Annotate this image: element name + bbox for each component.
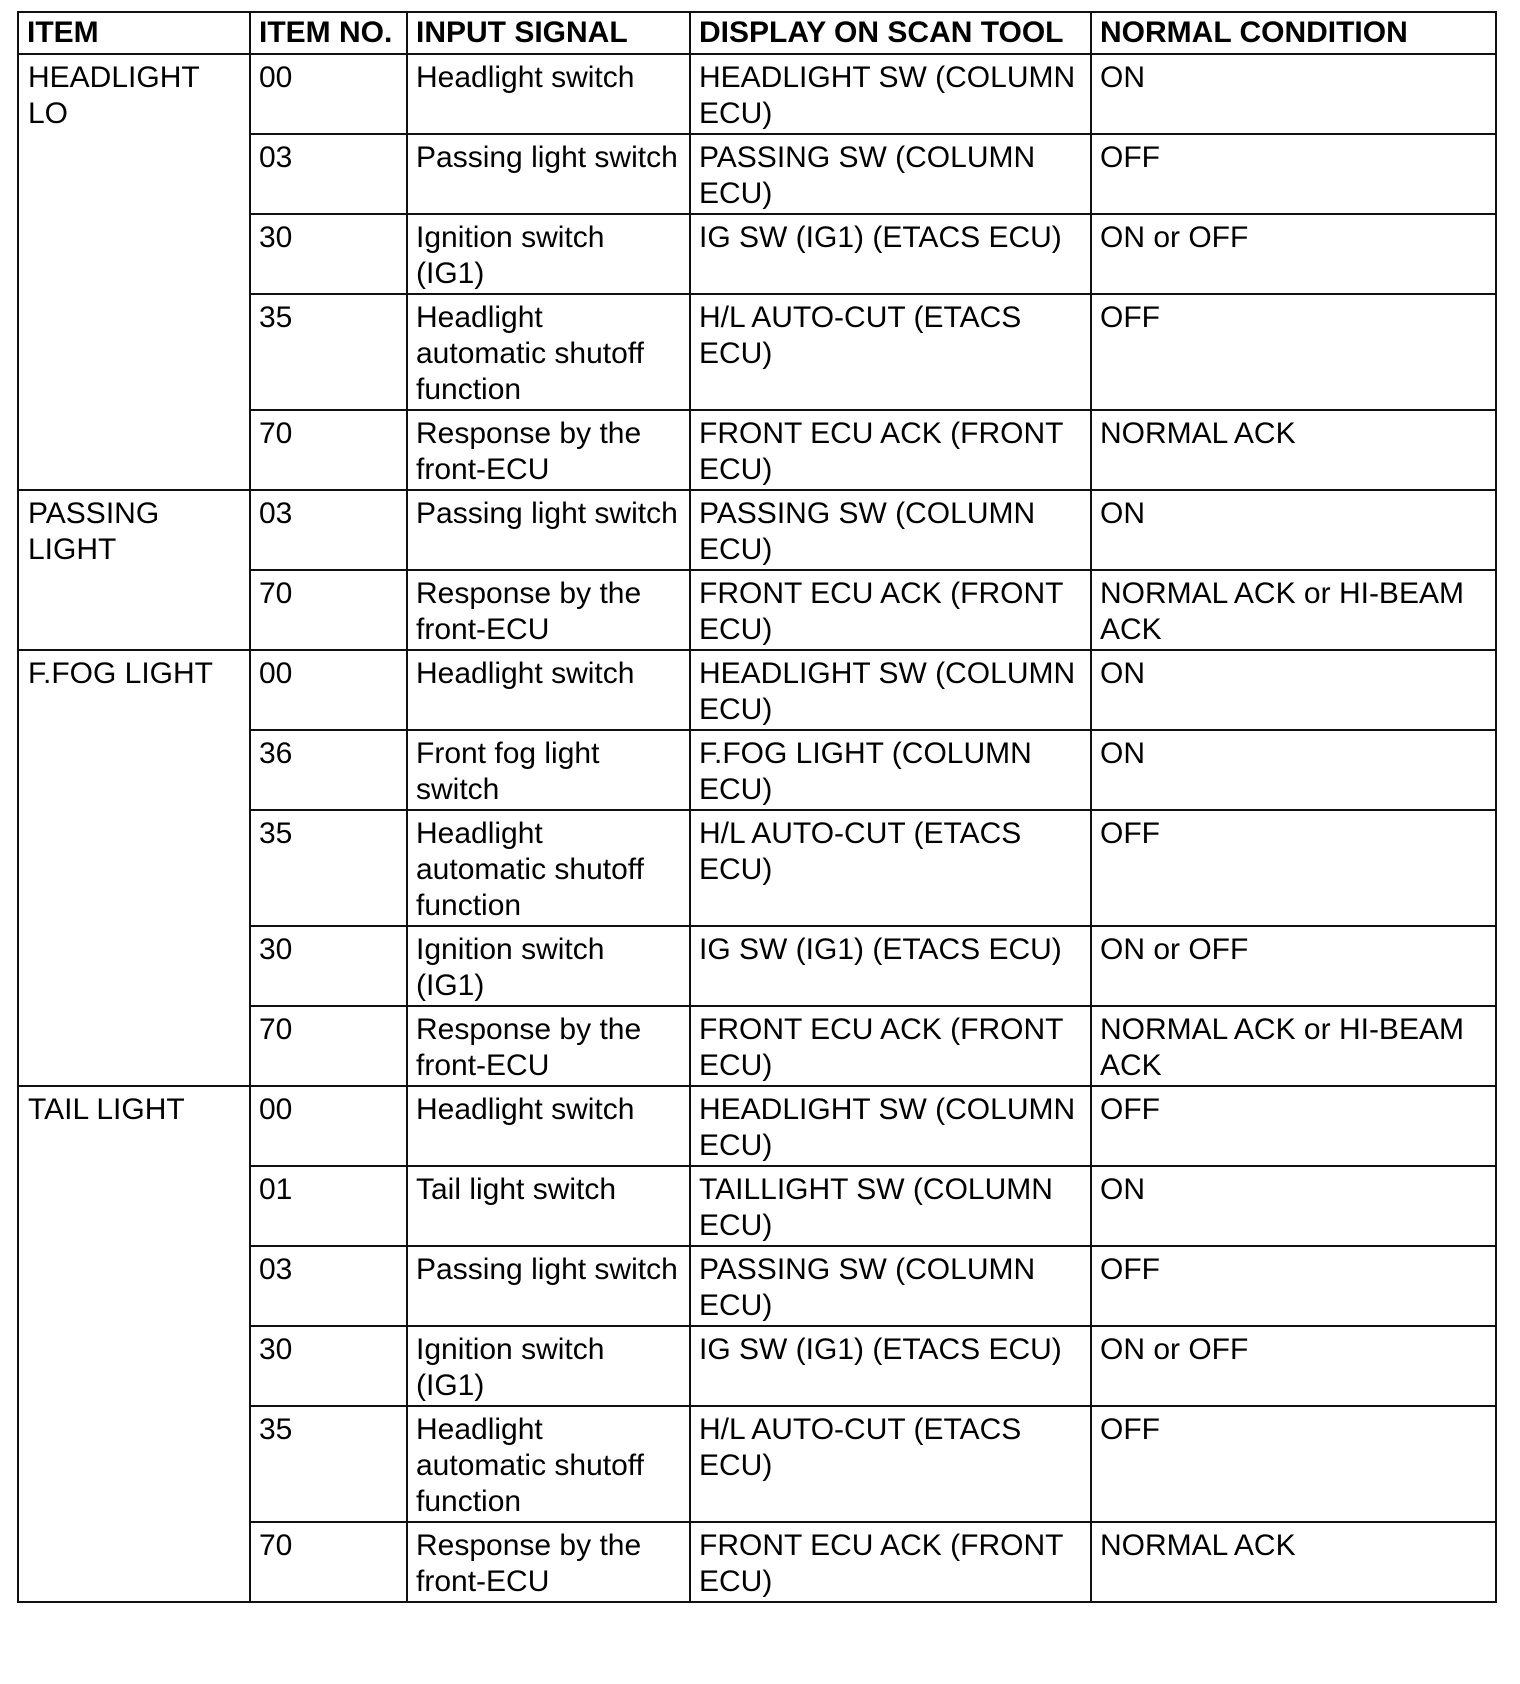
display-cell: F.FOG LIGHT (COLUMN ECU) xyxy=(690,730,1091,810)
item-no-cell: 36 xyxy=(250,730,407,810)
input-signal-cell: Headlight switch xyxy=(407,650,690,730)
input-signal-cell: Front fog light switch xyxy=(407,730,690,810)
normal-condition-cell: ON or OFF xyxy=(1091,926,1496,1006)
input-signal-cell: Headlight switch xyxy=(407,1086,690,1166)
item-no-cell: 35 xyxy=(250,810,407,926)
table-row xyxy=(18,490,1496,570)
display-cell: FRONT ECU ACK (FRONT ECU) xyxy=(690,410,1091,490)
display-cell: IG SW (IG1) (ETACS ECU) xyxy=(690,926,1091,1006)
header-input-signal: INPUT SIGNAL xyxy=(407,12,690,54)
normal-condition-cell: ON xyxy=(1091,54,1496,134)
item-no-cell: 03 xyxy=(250,134,407,214)
item-cell: TAIL LIGHT xyxy=(18,1086,250,1602)
normal-condition-cell: ON xyxy=(1091,730,1496,810)
item-cell: PASSING LIGHT xyxy=(18,490,250,650)
normal-condition-cell: ON or OFF xyxy=(1091,1326,1496,1406)
item-no-cell: 03 xyxy=(250,1246,407,1326)
item-no-cell: 35 xyxy=(250,294,407,410)
normal-condition-cell: NORMAL ACK or HI-BEAM ACK xyxy=(1091,1006,1496,1086)
input-signal-cell: Headlight automatic shutoff function xyxy=(407,294,690,410)
normal-condition-cell: OFF xyxy=(1091,1406,1496,1522)
header-item-no: ITEM NO. xyxy=(250,12,407,54)
header-normal-condition: NORMAL CONDITION xyxy=(1091,12,1496,54)
input-signal-cell: Response by the front-ECU xyxy=(407,410,690,490)
item-no-cell: 70 xyxy=(250,1522,407,1602)
normal-condition-cell: ON xyxy=(1091,650,1496,730)
item-cell: HEADLIGHT LO xyxy=(18,54,250,490)
display-cell: TAILLIGHT SW (COLUMN ECU) xyxy=(690,1166,1091,1246)
display-cell: HEADLIGHT SW (COLUMN ECU) xyxy=(690,650,1091,730)
header-display-on-scan-tool: DISPLAY ON SCAN TOOL xyxy=(690,12,1091,54)
input-signal-cell: Passing light switch xyxy=(407,1246,690,1326)
input-signal-cell: Ignition switch (IG1) xyxy=(407,1326,690,1406)
display-cell: PASSING SW (COLUMN ECU) xyxy=(690,1246,1091,1326)
normal-condition-cell: OFF xyxy=(1091,810,1496,926)
normal-condition-cell: NORMAL ACK or HI-BEAM ACK xyxy=(1091,570,1496,650)
signal-table xyxy=(17,11,1497,1603)
table-row xyxy=(18,650,1496,730)
normal-condition-cell: ON xyxy=(1091,490,1496,570)
table-body xyxy=(18,54,1496,1602)
display-cell: PASSING SW (COLUMN ECU) xyxy=(690,134,1091,214)
normal-condition-cell: NORMAL ACK xyxy=(1091,410,1496,490)
input-signal-cell: Response by the front-ECU xyxy=(407,570,690,650)
normal-condition-cell: NORMAL ACK xyxy=(1091,1522,1496,1602)
table-header xyxy=(18,12,1496,54)
display-cell: FRONT ECU ACK (FRONT ECU) xyxy=(690,1006,1091,1086)
input-signal-cell: Ignition switch (IG1) xyxy=(407,926,690,1006)
input-signal-cell: Tail light switch xyxy=(407,1166,690,1246)
item-no-cell: 35 xyxy=(250,1406,407,1522)
item-no-cell: 01 xyxy=(250,1166,407,1246)
header-item: ITEM xyxy=(18,12,250,54)
display-cell: IG SW (IG1) (ETACS ECU) xyxy=(690,214,1091,294)
normal-condition-cell: ON or OFF xyxy=(1091,214,1496,294)
display-cell: PASSING SW (COLUMN ECU) xyxy=(690,490,1091,570)
item-no-cell: 00 xyxy=(250,1086,407,1166)
item-no-cell: 30 xyxy=(250,1326,407,1406)
input-signal-cell: Passing light switch xyxy=(407,490,690,570)
normal-condition-cell: OFF xyxy=(1091,1246,1496,1326)
normal-condition-cell: OFF xyxy=(1091,134,1496,214)
header-row xyxy=(18,12,1496,54)
input-signal-cell: Passing light switch xyxy=(407,134,690,214)
item-no-cell: 03 xyxy=(250,490,407,570)
item-no-cell: 70 xyxy=(250,570,407,650)
input-signal-cell: Response by the front-ECU xyxy=(407,1522,690,1602)
item-no-cell: 00 xyxy=(250,650,407,730)
display-cell: FRONT ECU ACK (FRONT ECU) xyxy=(690,570,1091,650)
item-cell: F.FOG LIGHT xyxy=(18,650,250,1086)
input-signal-cell: Ignition switch (IG1) xyxy=(407,214,690,294)
input-signal-cell: Response by the front-ECU xyxy=(407,1006,690,1086)
item-no-cell: 30 xyxy=(250,926,407,1006)
display-cell: H/L AUTO-CUT (ETACS ECU) xyxy=(690,810,1091,926)
normal-condition-cell: ON xyxy=(1091,1166,1496,1246)
table-row xyxy=(18,1086,1496,1166)
item-no-cell: 70 xyxy=(250,410,407,490)
input-signal-cell: Headlight switch xyxy=(407,54,690,134)
display-cell: FRONT ECU ACK (FRONT ECU) xyxy=(690,1522,1091,1602)
item-no-cell: 30 xyxy=(250,214,407,294)
display-cell: HEADLIGHT SW (COLUMN ECU) xyxy=(690,1086,1091,1166)
display-cell: H/L AUTO-CUT (ETACS ECU) xyxy=(690,294,1091,410)
display-cell: HEADLIGHT SW (COLUMN ECU) xyxy=(690,54,1091,134)
item-no-cell: 00 xyxy=(250,54,407,134)
display-cell: IG SW (IG1) (ETACS ECU) xyxy=(690,1326,1091,1406)
table-row xyxy=(18,54,1496,134)
item-no-cell: 70 xyxy=(250,1006,407,1086)
normal-condition-cell: OFF xyxy=(1091,294,1496,410)
display-cell: H/L AUTO-CUT (ETACS ECU) xyxy=(690,1406,1091,1522)
normal-condition-cell: OFF xyxy=(1091,1086,1496,1166)
input-signal-cell: Headlight automatic shutoff function xyxy=(407,810,690,926)
input-signal-cell: Headlight automatic shutoff function xyxy=(407,1406,690,1522)
